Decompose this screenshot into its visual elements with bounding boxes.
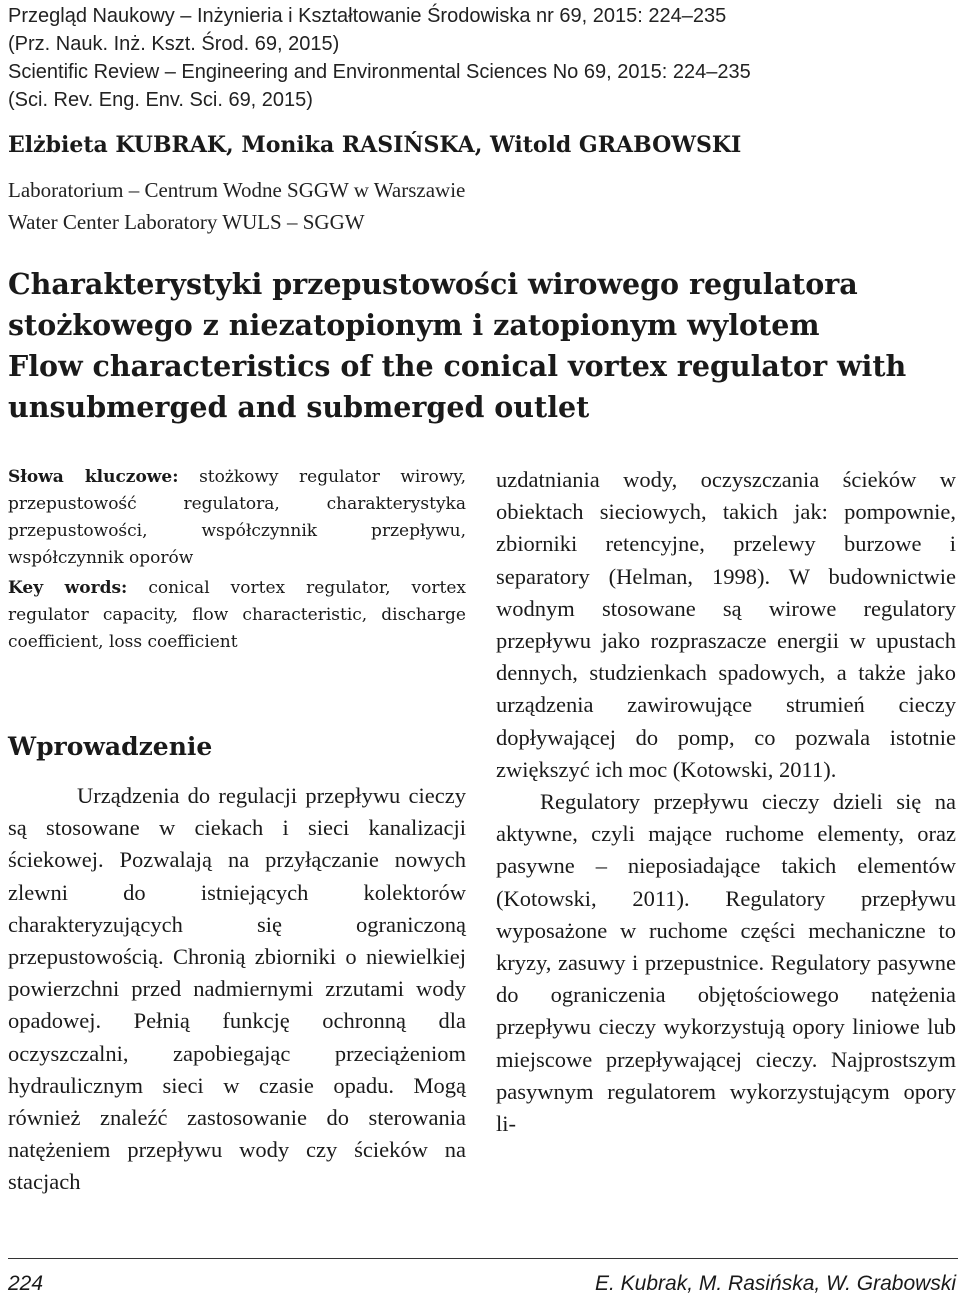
title-en-line-1: Flow characteristics of the conical vortex regulator with: [8, 349, 907, 383]
author-list: Elżbieta KUBRAK, Monika RASIŃSKA, Witold GRABOWSKI: [8, 132, 742, 158]
keywords-en: [8, 575, 466, 656]
intro-paragraph-left: Urządzenia do regulacji przepływu cieczy są stosowane w ciekach i sieci kanalizacji ściekowej. Pozwalają na przyłączanie nowych zlewni do istniejących kolektorów charakteryzujących się ograniczoną przepustowością. Chronią zbiorniki o niewielkiej powierzchni przed nadmiernymi zrzutami wody opadowej. Pełnią funkcję ochronną dla oczyszczalni, zapobiegając przeciążeniom hydraulicznym sieci w czasie opadu. Mogą również znaleźć zastosowanie do sterowania natężeniem przepływu wody czy ścieków na stacjach: [8, 783, 466, 1195]
journal-abbrev-pl: (Prz. Nauk. Inż. Kszt. Środ. 69, 2015): [8, 33, 340, 55]
keywords-pl-label: Słowa kluczowe:: [8, 467, 179, 487]
section-heading: Wprowadzenie: [8, 732, 213, 761]
title-pl-line-2: stożkowego z niezatopionym i zatopionym wylotem: [8, 308, 820, 342]
journal-abbrev-en: (Sci. Rev. Eng. Env. Sci. 69, 2015): [8, 89, 313, 111]
affiliation-en: Water Center Laboratory WULS – SGGW: [8, 210, 365, 234]
intro-paragraph-right-1: uzdatniania wody, oczyszczania ścieków w obiektach sieciowych, takich jak: pompownie, zbiorniki retencyjne, przelewy burzowe i separatory (Helman, 1998). W budownictwie wodnym stosowane są wirowe regulatory przepływu jako rozpraszacze energii w upustach dennych, studzienkach spadowych, a także jako urządzenia zawirowujące strumień cieczy dopływającej do pomp, co pozwala istotnie zwiększyć ich moc (Kotowski, 2011).: [496, 467, 956, 782]
affiliation: [8, 174, 948, 238]
right-column: [496, 464, 956, 1140]
keywords-en-text: conical vortex regulator, vortex regulator capacity, flow characteristic, discharge coefficient, loss coefficient: [8, 578, 466, 652]
page-number: 224: [8, 1272, 44, 1295]
journal-line-en: Scientific Review – Engineering and Environmental Sciences No 69, 2015: 224–235: [8, 61, 751, 83]
keywords-pl-text: stożkowy regulator wirowy, przepustowość regulatora, charakterystyka przepustowości, współczynnik przepływu, współczynnik oporów: [8, 467, 467, 568]
journal-citation: [8, 2, 948, 114]
intro-paragraph-right-2: Regulatory przepływu cieczy dzieli się na aktywne, czyli mające ruchome elementy, oraz pasywne – nieposiadające takich elementów (Kotowski, 2011). Regulatory przepływu wyposażone w ruchome części mechaniczne to kryzy, zasuwy i przepustnice. Regulatory pasywne do ograniczenia objętościowego natężenia przepływu cieczy wykorzystują opory liniowe lub miejscowe przepływającej cieczy. Najprostszym pasywnym regulatorem wykorzystującym opory li-: [496, 789, 956, 1137]
journal-line-pl: Przegląd Naukowy – Inżynieria i Kształtowanie Środowiska nr 69, 2015: 224–235: [8, 5, 727, 27]
title-en-line-2: unsubmerged and submerged outlet: [8, 390, 590, 424]
title-pl-line-1: Charakterystyki przepustowości wirowego regulatora: [8, 267, 858, 301]
affiliation-pl: Laboratorium – Centrum Wodne SGGW w Warszawie: [8, 178, 466, 202]
footer-divider: [8, 1258, 958, 1259]
left-column: [8, 464, 466, 1199]
keywords-pl: [8, 464, 466, 572]
running-footer-authors: E. Kubrak, M. Rasińska, W. Grabowski: [595, 1272, 956, 1295]
keywords-en-label: Key words:: [8, 578, 128, 598]
article-title: [8, 264, 953, 428]
